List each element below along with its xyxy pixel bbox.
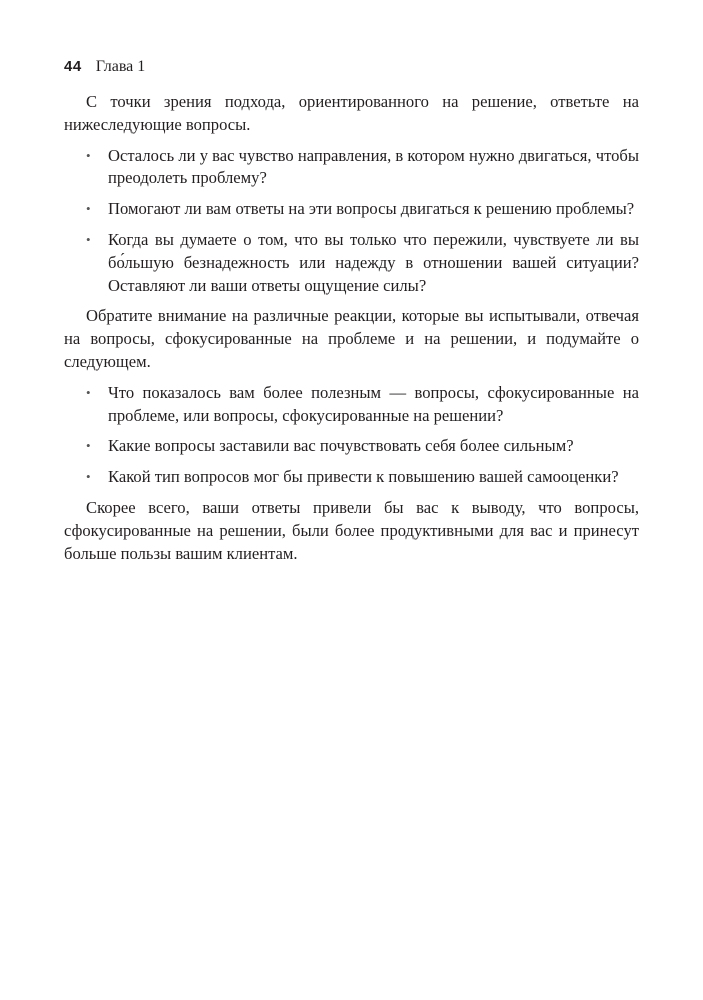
page-number: 44: [64, 58, 82, 75]
list-item: [64, 229, 639, 297]
middle-paragraph: Обратите внимание на различные реакции, которые вы испытывали, отвечая на вопросы, сфокусированные на проблеме и на решении, и подумайте о следующем.: [64, 306, 639, 371]
list-item-text: Когда вы думаете о том, что вы только что пережили, чувствуете ли вы бо́льшую безнадежность или надежду в отношении вашей ситуации? Оставляют ли ваши ответы ощущение силы?: [108, 229, 639, 295]
conclusion-paragraph: Скорее всего, ваши ответы привели бы вас к выводу, что вопросы, сфокусированные на решении, были более продуктивными для вас и принесут больше пользы вашим клиентам.: [64, 497, 639, 563]
book-page: [64, 54, 639, 565]
bullet-icon: •: [86, 469, 91, 485]
list-item-text: Какие вопросы заставили вас почувствовать себя более сильным?: [108, 436, 574, 456]
bullet-icon: •: [86, 231, 91, 247]
list-item: [64, 198, 639, 221]
bullet-icon: •: [86, 201, 91, 217]
intro-paragraph: С точки зрения подхода, ориентированного на решение, ответьте на нижеследующие вопросы.: [64, 92, 639, 134]
running-header: [64, 54, 639, 80]
bullet-list-1: [64, 145, 639, 298]
list-item-text: Осталось ли у вас чувство направления, в котором нужно двигаться, чтобы преодолеть проблему?: [108, 145, 639, 188]
list-item-text: Какой тип вопросов мог бы привести к повышению вашей самооценки?: [108, 467, 619, 487]
list-item: [64, 466, 639, 489]
bullet-icon: •: [86, 384, 91, 400]
list-item-text: Помогают ли вам ответы на эти вопросы двигаться к решению проблемы?: [108, 199, 635, 219]
chapter-title: Глава 1: [95, 58, 146, 75]
list-item: [64, 382, 639, 428]
list-item-text: Что показалось вам более полезным — вопросы, сфокусированные на проблеме, или вопросы, сфокусированные на решении?: [108, 382, 639, 425]
bullet-list-2: [64, 382, 639, 489]
bullet-icon: •: [86, 147, 91, 163]
list-item: [64, 435, 639, 458]
list-item: [64, 145, 639, 191]
bullet-icon: •: [86, 438, 91, 454]
